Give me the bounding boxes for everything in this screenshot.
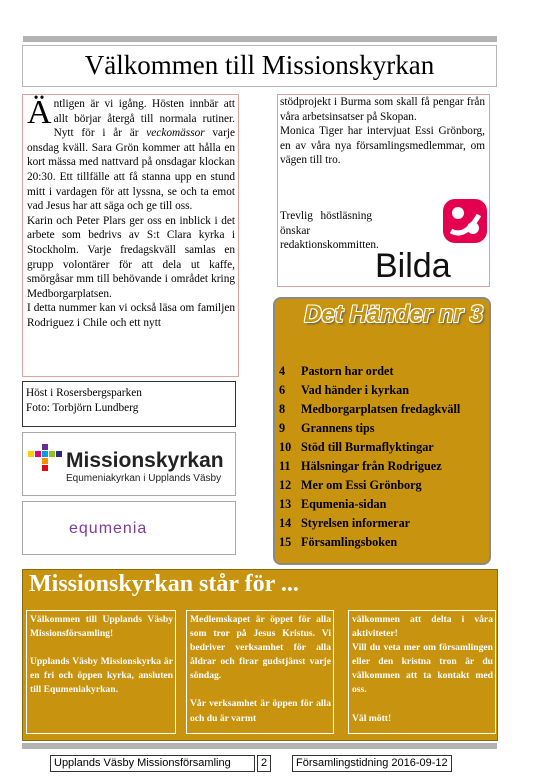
event-page-number: 4 (279, 364, 286, 378)
caption-title: Höst i Rosersbergsparken (26, 387, 142, 399)
event-item (279, 514, 460, 533)
stands-for-signoff: Väl mött! (352, 712, 392, 724)
footer-page-number: 2 (257, 755, 271, 772)
event-item (279, 381, 460, 400)
event-title: Vad händer i kyrkan (301, 383, 410, 397)
events-heading: Det Händer nr 3 (304, 301, 483, 328)
intro-paragraph-2: Karin och Peter Plars ger oss en inblick i det arbete som bedrivs av S:t Clara kyrka i Stockholm. Varje fredagskväll samlas en grupp volontärer för att dela ut kaffe, smörgåsar mm till behövande i området kring Medborgarplatsen. (27, 214, 235, 300)
missionskyrkan-logo-text: Missionskyrkan (66, 449, 224, 472)
continued-article (277, 94, 490, 287)
event-page-number: 10 (279, 440, 292, 454)
stands-for-contact: Vill du veta mer om församlingen eller den kristna tron är du välkommen att ta kontakt med oss. (352, 642, 493, 696)
stands-for-activities: Vår verksamhet är öppen för alla och du är varmt (190, 698, 331, 724)
event-title: Mer om Essi Grönborg (301, 478, 422, 492)
event-item (279, 495, 460, 514)
event-item (279, 438, 460, 457)
equmenia-logo (22, 501, 236, 555)
missionskyrkan-logo (22, 432, 236, 496)
top-divider (23, 36, 497, 42)
stands-for-description: Upplands Väsby Missionskyrka är en fri och öppen kyrka, ansluten till Equmeniakyrkan. (30, 656, 173, 696)
event-item (279, 362, 460, 381)
event-page-number: 6 (279, 383, 286, 397)
event-item (279, 533, 460, 552)
intro-article (22, 94, 239, 377)
bilda-logo (373, 195, 490, 285)
event-page-number: 11 (279, 459, 291, 473)
stands-for-column-2 (186, 610, 334, 734)
stands-for-membership: Medlemskapet är öppet för alla som tror på Jesus Kristus. Vi bedriver verksamhet för alla åldrar och firar gudstjänst varje söndag. (190, 614, 331, 682)
event-title: Grannens tips (301, 421, 375, 435)
equmenia-logo-text: equmenia (69, 520, 148, 537)
cross-icon (28, 444, 62, 471)
stands-for-invite: välkommen att delta i våra aktiviteter! (352, 614, 493, 640)
event-page-number: 8 (279, 402, 286, 416)
bilda-logo-mark (443, 199, 487, 243)
event-item (279, 457, 460, 476)
events-panel (273, 297, 491, 565)
stands-for-welcome: Välkommen till Upplands Väsby Missionsförsamling! (30, 614, 173, 640)
event-page-number: 12 (279, 478, 292, 492)
intro-paragraph-1: Äntligen är vi igång. Hösten innbär att allt börjar återgå till normala rutiner. Nytt för i år är veckomässor varje onsdag kväll. Sara Grön kommer att hålla en kort mässa med nattvard på onsdagar klockan 20:30. Ett tillfälle att få stanna upp en stund mitt i vardagen för att lyssna, se och ta emot vad Jesus har att säga och ge till oss. (27, 94, 235, 213)
stands-for-column-3 (348, 610, 496, 734)
continued-paragraph-1: stödprojekt i Burma som skall få pengar från våra arbetsinsatser på Skopan. (280, 96, 485, 123)
closing-greeting: Trevlig höstläsning önskar redaktionskommitten. (280, 210, 379, 252)
event-title: Församlingsboken (301, 535, 398, 549)
event-item (279, 419, 460, 438)
event-title: Pastorn har ordet (301, 364, 394, 378)
event-page-number: 13 (279, 497, 292, 511)
events-list (279, 362, 460, 552)
event-page-number: 15 (279, 535, 292, 549)
bilda-logo-text: Bilda (375, 247, 451, 285)
event-title: Stöd till Burmaflyktingar (301, 440, 434, 454)
continued-paragraph-2: Monica Tiger har intervjuat Essi Grönborg, en av våra nya församlingsmedlemmar, om vägen till tro. (280, 125, 485, 167)
bottom-divider (22, 743, 497, 749)
event-title: Styrelsen informerar (301, 516, 411, 530)
event-page-number: 9 (279, 421, 286, 435)
event-item (279, 400, 460, 419)
missionskyrkan-logo-subtext: Equmeniakyrkan i Upplands Väsby (66, 473, 222, 484)
footer-date: Församlingstidning 2016-09-12 (292, 755, 452, 772)
stands-for-heading: Missionskyrkan står för ... (29, 571, 299, 597)
event-item (279, 476, 460, 495)
event-title: Equmenia-sidan (301, 497, 387, 511)
intro-paragraph-3: I detta nummer kan vi också läsa om familjen Rodriguez i Chile och ett nytt (27, 302, 235, 329)
photo-caption (22, 381, 236, 427)
drop-cap: Ä (27, 94, 52, 131)
event-title: Medborgarplatsen fredagkväll (301, 402, 461, 416)
page-title: Välkommen till Missionskyrkan (22, 45, 497, 87)
stands-for-column-1 (26, 610, 176, 734)
event-page-number: 14 (279, 516, 292, 530)
footer-organization: Upplands Väsby Missionsförsamling (50, 755, 255, 772)
stands-for-section (22, 569, 498, 741)
event-title: Hälsningar från Rodriguez (301, 459, 442, 473)
caption-credit: Foto: Torbjörn Lundberg (26, 401, 139, 414)
